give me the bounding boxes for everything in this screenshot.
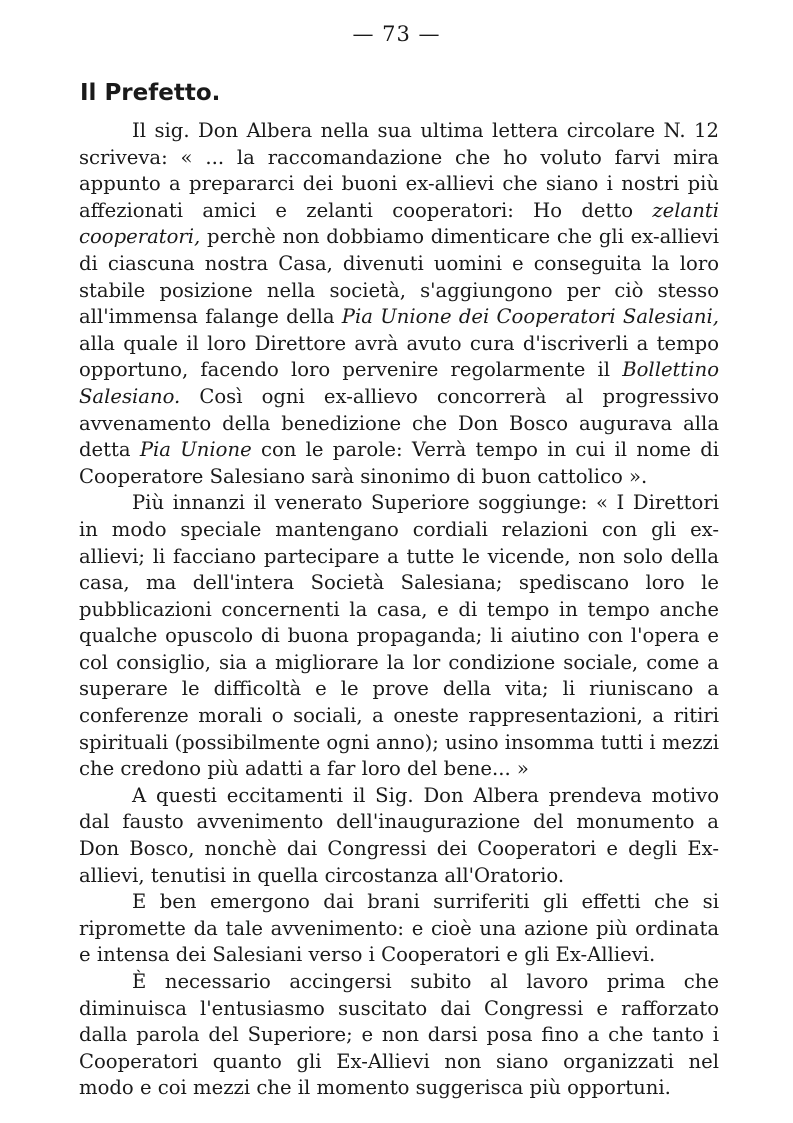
italic-run: Pia Unione [139, 438, 252, 462]
italic-run: Pia Unione dei Cooperatori Salesiani, [341, 305, 719, 329]
text-run: A questi eccitamenti il Sig. Don Albera prendeva motivo dal fausto avvenimento dell'inaugurazione del monumento a Don Bosco, nonchè dai Congressi dei Cooperatori e degli Ex-allievi, tenutisi in quella circostanza all'Oratorio. [79, 783, 719, 887]
page-number: — 73 — [352, 22, 441, 46]
text-run: Più innanzi il venerato Superiore soggiunge: « I Direttori in modo speciale mantengano cordiali relazioni con gli ex-allievi; li facciano partecipare a tutte le vicende, non solo della casa, ma dell'intera Società Salesiana; spediscano loro le pubblicazioni concernenti la casa, e di tempo in tempo anche qualche opuscolo di buona propaganda; li aiutino con l'opera e col consiglio, sia a migliorare la lor condizione sociale, come a superare le difficoltà e le prove della vita; li riuniscano a conferenze morali o sociali, a oneste rappresentazioni, a ritiri spirituali (possibilmente ogni anno); usino insomma tutti i mezzi che credono più adatti a far loro del bene... » [79, 491, 719, 781]
text-run: E ben emergono dai brani surriferiti gli effetti che si ripromette da tale avvenimento: e cioè una azione più ordinata e intensa dei Salesiani verso i Cooperatori e gli Ex-Allievi. [79, 890, 719, 967]
paragraph [79, 118, 719, 490]
body-text [79, 118, 719, 1102]
italic-run: zelanti cooperatori, [79, 198, 719, 249]
italic-run: Bollettino Salesiano. [79, 358, 719, 408]
text-run: È necessario accingersi subito al lavoro prima che diminuisca l'entusiasmo suscitato dai Congressi e rafforzato dalla parola del Superiore; e non darsi posa fino a che tanto i Cooperatori quanto gli Ex-Allievi non siano organizzati nel modo e coi mezzi che il momento suggerisca più opportuni. [79, 970, 719, 1100]
paragraph [79, 969, 719, 1102]
text-run: alla quale il loro Direttore avrà avuto cura d'iscriverli a tempo opportuno, facendo loro pervenire regolarmente il [79, 331, 719, 382]
paragraph [79, 490, 719, 783]
text-run: con le parole: Verrà tempo in cui il nome di Cooperatore Salesiano sarà sinonimo di buon cattolico ». [79, 438, 720, 488]
text-run: perchè non dobbiamo dimenticare che gli ex-allievi di ciascuna nostra Casa, divenuti uomini e conseguita la loro stabile posizione nella società, s'aggiungono per ciò stesso all'immensa falange della [79, 225, 719, 329]
paragraph [79, 889, 719, 969]
paragraph [79, 783, 719, 889]
text-run: Il sig. Don Albera nella sua ultima lettera circolare N. 12 scriveva: « ... la raccomandazione che ho voluto farvi mira appunto a prepararci dei buoni ex-allievi che siano i nostri più affezionati amici e zelanti cooperatori: Ho detto [79, 119, 719, 222]
text-run: Così ogni ex-allievo concorrerà al progressivo avvenamento della benedizione che Don Bosco augurava alla detta [79, 384, 719, 462]
section-heading: Il Prefetto. [80, 80, 221, 106]
